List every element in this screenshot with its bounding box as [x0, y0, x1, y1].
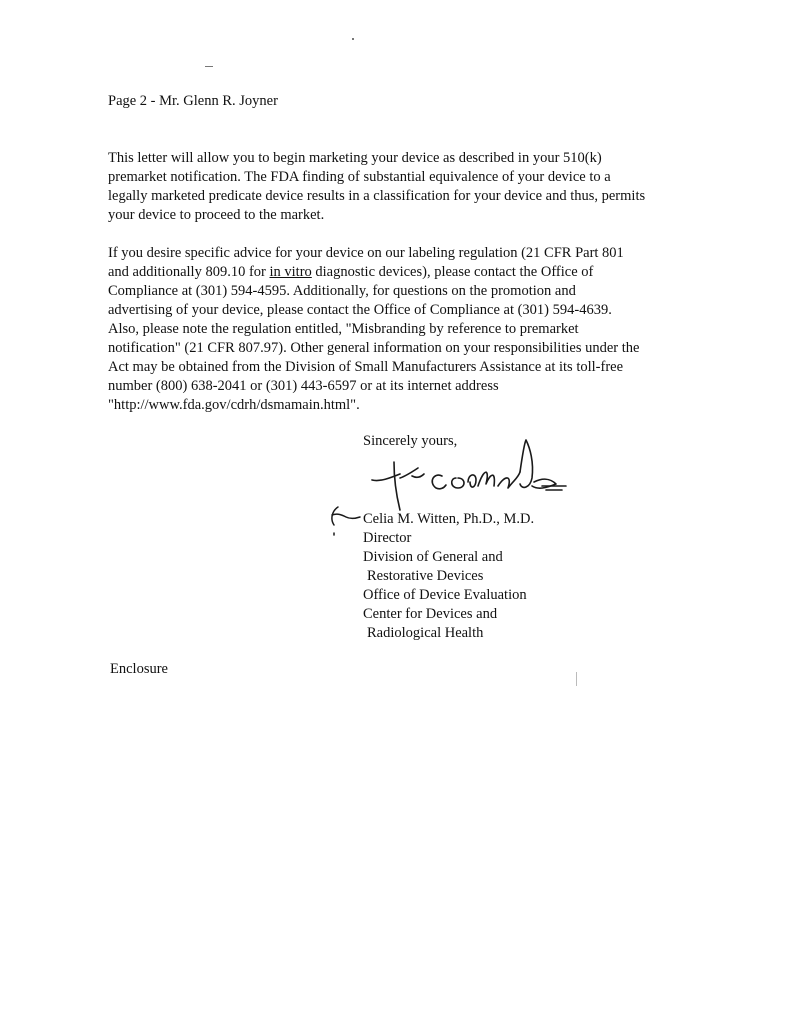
handwritten-signature: [366, 438, 576, 518]
scan-speck: [205, 66, 213, 67]
signer-division: Restorative Devices: [367, 568, 484, 584]
paragraph-marketing: [108, 149, 688, 225]
signer-office: Office of Device Evaluation: [363, 587, 527, 603]
paragraph-line: "http://www.fda.gov/cdrh/dsmamain.html".: [108, 397, 360, 413]
paragraph-line: your device to proceed to the market.: [108, 207, 325, 223]
signer-center: Center for Devices and: [363, 606, 498, 622]
paragraph-line: If you desire specific advice for your device on our labeling regulation (21 CFR Part 801: [108, 245, 624, 261]
text-segment: diagnostic devices), please contact the Office of: [311, 264, 594, 280]
signer-title: Director: [363, 530, 412, 546]
scan-speck: [576, 672, 577, 686]
signer-division: Division of General and: [363, 549, 503, 565]
paragraph-labeling: [108, 244, 688, 415]
text-segment: and additionally 809.10 for: [108, 264, 270, 280]
paragraph-line: notification" (21 CFR 807.97). Other general information on your responsibilities under the: [108, 340, 640, 356]
paragraph-line: Act may be obtained from the Division of Small Manufacturers Assistance at its toll-free: [108, 359, 624, 375]
closing-salutation: Sincerely yours,: [363, 433, 458, 449]
paragraph-line: Compliance at (301) 594-4595. Additionally, for questions on the promotion and: [108, 283, 576, 299]
paragraph-line: advertising of your device, please contact the Office of Compliance at (301) 594-4639.: [108, 302, 612, 318]
enclosure-note: Enclosure: [110, 661, 168, 677]
signer-center: Radiological Health: [367, 625, 484, 641]
paragraph-line: legally marketed predicate device results in a classification for your device and thus, permits: [108, 188, 646, 204]
page-header: Page 2 - Mr. Glenn R. Joyner: [108, 93, 278, 109]
signer-name: Celia M. Witten, Ph.D., M.D.: [363, 511, 535, 527]
paragraph-line: [108, 263, 688, 282]
signature-block: [363, 510, 534, 643]
underlined-term: in vitro: [269, 264, 312, 280]
paragraph-line: number (800) 638-2041 or (301) 443-6597 or at its internet address: [108, 378, 499, 394]
paragraph-line: This letter will allow you to begin marketing your device as described in your 510(k): [108, 150, 602, 166]
scan-speck: [352, 38, 354, 40]
paragraph-line: Also, please note the regulation entitled, "Misbranding by reference to premarket: [108, 321, 579, 337]
paragraph-line: premarket notification. The FDA finding of substantial equivalence of your device to a: [108, 169, 611, 185]
initial-mark: [326, 503, 362, 539]
